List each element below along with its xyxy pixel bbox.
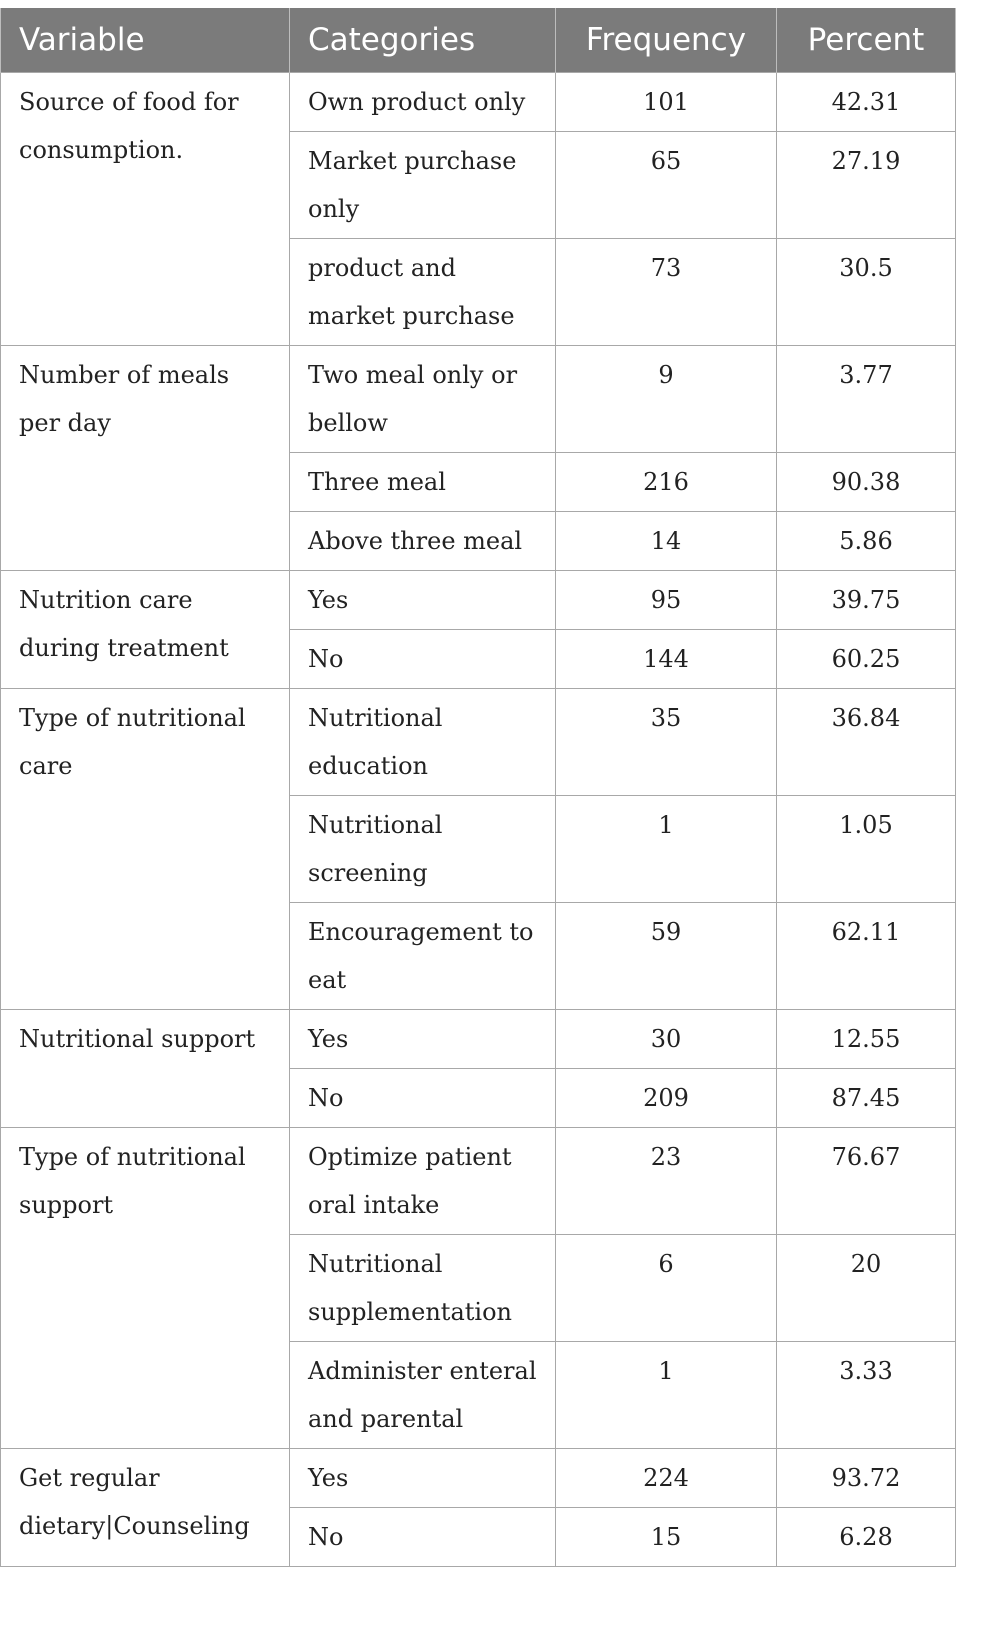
table-row xyxy=(1,346,956,453)
variable-cell: Nutritional support xyxy=(1,1010,290,1128)
frequency-cell: 35 xyxy=(556,689,777,796)
category-cell: Yes xyxy=(290,1449,556,1508)
frequency-cell: 73 xyxy=(556,239,777,346)
variable-cell: Source of food for consumption. xyxy=(1,73,290,346)
percent-cell: 62.11 xyxy=(777,903,956,1010)
category-cell: Nutritional supplementation xyxy=(290,1235,556,1342)
category-cell: Three meal xyxy=(290,453,556,512)
frequency-cell: 1 xyxy=(556,1342,777,1449)
frequency-cell: 209 xyxy=(556,1069,777,1128)
category-cell: Encouragement to eat xyxy=(290,903,556,1010)
table-body xyxy=(1,73,956,1567)
frequency-cell: 9 xyxy=(556,346,777,453)
table-row xyxy=(1,1010,956,1069)
percent-cell: 20 xyxy=(777,1235,956,1342)
variable-cell: Get regular dietary|Counseling xyxy=(1,1449,290,1567)
category-cell: Above three meal xyxy=(290,512,556,571)
category-cell: Yes xyxy=(290,1010,556,1069)
frequency-cell: 95 xyxy=(556,571,777,630)
frequency-cell: 224 xyxy=(556,1449,777,1508)
frequency-cell: 101 xyxy=(556,73,777,132)
category-cell: Own product only xyxy=(290,73,556,132)
data-table xyxy=(0,8,956,1567)
frequency-cell: 6 xyxy=(556,1235,777,1342)
percent-cell: 3.33 xyxy=(777,1342,956,1449)
table-row xyxy=(1,1128,956,1235)
percent-cell: 3.77 xyxy=(777,346,956,453)
percent-cell: 30.5 xyxy=(777,239,956,346)
category-cell: Two meal only or bellow xyxy=(290,346,556,453)
percent-cell: 12.55 xyxy=(777,1010,956,1069)
category-cell: No xyxy=(290,1508,556,1567)
category-cell: Nutritional education xyxy=(290,689,556,796)
frequency-cell: 1 xyxy=(556,796,777,903)
percent-cell: 76.67 xyxy=(777,1128,956,1235)
variable-cell: Type of nutritional support xyxy=(1,1128,290,1449)
frequency-cell: 59 xyxy=(556,903,777,1010)
percent-cell: 1.05 xyxy=(777,796,956,903)
frequency-cell: 30 xyxy=(556,1010,777,1069)
table-row xyxy=(1,1449,956,1508)
table-header xyxy=(1,8,956,73)
variable-cell: Number of meals per day xyxy=(1,346,290,571)
percent-cell: 87.45 xyxy=(777,1069,956,1128)
percent-cell: 42.31 xyxy=(777,73,956,132)
frequency-cell: 15 xyxy=(556,1508,777,1567)
variable-cell: Nutrition care during treatment xyxy=(1,571,290,689)
variable-cell: Type of nutritional care xyxy=(1,689,290,1010)
percent-cell: 60.25 xyxy=(777,630,956,689)
table-row xyxy=(1,689,956,796)
category-cell: Optimize patient oral intake xyxy=(290,1128,556,1235)
frequency-cell: 216 xyxy=(556,453,777,512)
header-row xyxy=(1,8,956,73)
percent-cell: 6.28 xyxy=(777,1508,956,1567)
frequency-cell: 23 xyxy=(556,1128,777,1235)
category-cell: Yes xyxy=(290,571,556,630)
frequency-cell: 144 xyxy=(556,630,777,689)
table-row xyxy=(1,73,956,132)
header-percent: Percent xyxy=(777,8,956,73)
category-cell: Administer enteral and parental xyxy=(290,1342,556,1449)
percent-cell: 36.84 xyxy=(777,689,956,796)
category-cell: Market purchase only xyxy=(290,132,556,239)
percent-cell: 90.38 xyxy=(777,453,956,512)
percent-cell: 27.19 xyxy=(777,132,956,239)
percent-cell: 5.86 xyxy=(777,512,956,571)
category-cell: No xyxy=(290,630,556,689)
header-frequency: Frequency xyxy=(556,8,777,73)
header-variable: Variable xyxy=(1,8,290,73)
category-cell: product and market purchase xyxy=(290,239,556,346)
frequency-cell: 14 xyxy=(556,512,777,571)
table-row xyxy=(1,571,956,630)
percent-cell: 39.75 xyxy=(777,571,956,630)
category-cell: Nutritional screening xyxy=(290,796,556,903)
frequency-cell: 65 xyxy=(556,132,777,239)
category-cell: No xyxy=(290,1069,556,1128)
header-categories: Categories xyxy=(290,8,556,73)
percent-cell: 93.72 xyxy=(777,1449,956,1508)
